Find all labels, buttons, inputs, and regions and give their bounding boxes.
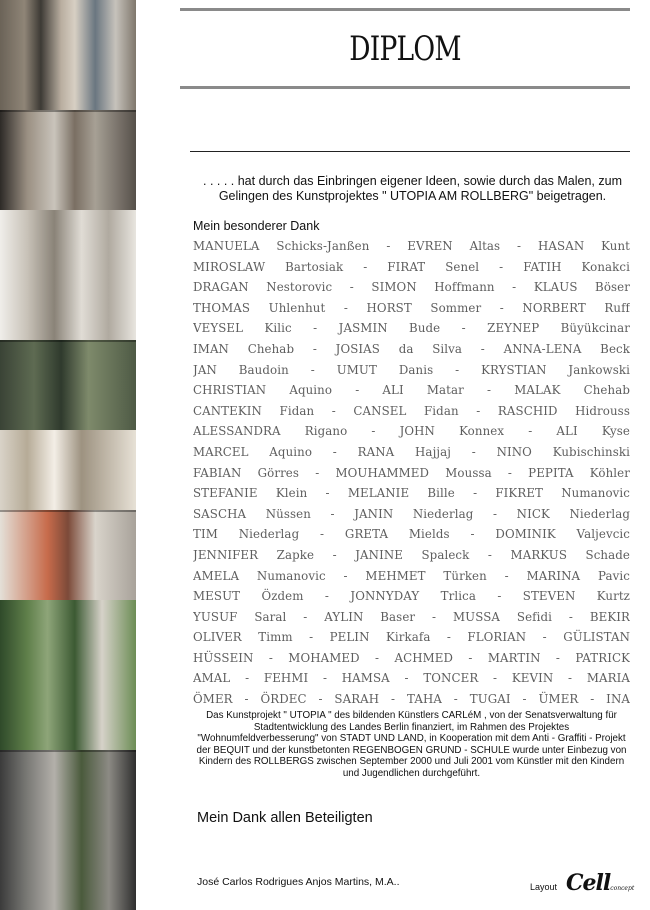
photo-divider bbox=[0, 110, 136, 112]
photo-balconies-bottom bbox=[0, 750, 136, 910]
photo-divider bbox=[0, 750, 136, 752]
recipient-name-line bbox=[190, 151, 630, 152]
name-line: FABIAN Görres - MOUHAMMED Moussa - PEPITA Köhler bbox=[193, 465, 630, 480]
name-line: HÜSSEIN - MOHAMED - ACHMED - MARTIN - PATRICK bbox=[193, 650, 630, 665]
photo-red-structure bbox=[0, 510, 136, 600]
name-line: MESUT Özdem - JONNYDAY Trlica - STEVEN Kurtz bbox=[193, 589, 630, 604]
name-line: JAN Baudoin - UMUT Danis - KRYSTIAN Jankowski bbox=[193, 362, 630, 377]
name-line: CHRISTIAN Aquino - ALI Matar - MALAK Chehab bbox=[193, 383, 630, 398]
top-rule bbox=[180, 8, 630, 11]
name-line: DRAGAN Nestorovic - SIMON Hoffmann - KLAUS Böser bbox=[193, 280, 630, 295]
name-line: JENNIFER Zapke - JANINE Spaleck - MARKUS Schade bbox=[193, 547, 630, 562]
name-line: THOMAS Uhlenhut - HORST Sommer - NORBERT Ruff bbox=[193, 300, 630, 315]
intro-text: . . . . . hat durch das Einbringen eigener Ideen, sowie durch das Malen, zum Gelingen des Kunstprojektes " UTOPIA AM ROLLBERG" beigetragen. bbox=[203, 174, 622, 203]
photo-facade-light bbox=[0, 430, 136, 510]
name-line: CANTEKIN Fidan - CANSEL Fidan - RASCHID Hidrouss bbox=[193, 403, 630, 418]
name-line: MANUELA Schicks-Janßen - EVREN Altas - HASAN Kunt bbox=[193, 239, 630, 253]
photo-trees-facade bbox=[0, 340, 136, 430]
author-signature: José Carlos Rodrigues Anjos Martins, M.A.. bbox=[197, 876, 400, 888]
name-line: AMAL - FEHMI - HAMSA - TONCER - KEVIN - MARIA bbox=[193, 671, 630, 686]
thanks-text: Mein Dank allen Beteiligten bbox=[197, 810, 373, 826]
name-line: MIROSLAW Bartosiak - FIRAT Senel - FATIH Konakci bbox=[193, 259, 630, 274]
name-line: STEFANIE Klein - MELANIE Bille - FIKRET Numanovic bbox=[193, 486, 630, 501]
logo-text: Cell bbox=[566, 870, 611, 896]
name-line: ÖMER - ÖRDEC - SARAH - TAHA - TUGAI - ÜMER - INA bbox=[193, 692, 630, 707]
photo-building-balconies bbox=[0, 0, 136, 110]
name-line: VEYSEL Kilic - JASMIN Bude - ZEYNEP Büyükcinar bbox=[193, 321, 630, 336]
layout-label: Layout bbox=[530, 882, 558, 892]
photo-courtyard bbox=[0, 110, 136, 210]
diploma-title: DIPLOM bbox=[349, 29, 461, 69]
photo-divider bbox=[0, 510, 136, 512]
logo-subtext: concept bbox=[610, 885, 635, 892]
name-line: SASCHA Nüssen - JANIN Niederlag - NICK Niederlag bbox=[193, 506, 630, 521]
cell-concept-logo bbox=[566, 870, 634, 896]
name-line: AMELA Numanovic - MEHMET Türken - MARINA Pavic bbox=[193, 568, 630, 583]
name-line: IMAN Chehab - JOSIAS da Silva - ANNA-LENA Beck bbox=[193, 341, 630, 356]
photo-greenery-windows bbox=[0, 600, 136, 750]
name-line: YUSUF Saral - AYLIN Baser - MUSSA Sefidi - BEKIR bbox=[193, 609, 630, 624]
special-thanks-label: Mein besonderer Dank bbox=[193, 219, 320, 233]
name-line: MARCEL Aquino - RANA Hajjaj - NINO Kubischinski bbox=[193, 444, 630, 459]
photo-high-rise-upward bbox=[0, 210, 136, 340]
participant-names bbox=[193, 236, 630, 710]
project-info-text: Das Kunstprojekt " UTOPIA " des bildenden Künstlers CARLéM , von der Senatsverwaltung für Stadtentwicklung des Landes Berlin finanziert, im Rahmen des Projektes "Wohnumfeldverbesserung" von STADT UND LAND, in Kooperation mit dem Anti - Graffiti - Projekt der BEQUIT und der kunstbetonten REGENBOGEN GRUND - SCHULE wurde unter Einbezug von Kindern des ROLLBERGS zwischen September 2000 und Juli 2001 vom Künstler mit den Kindern und Jugendlichen durchgeführt. bbox=[196, 710, 627, 779]
name-line: OLIVER Timm - PELIN Kirkafa - FLORIAN - GÜLISTAN bbox=[193, 630, 630, 645]
layout-credit bbox=[530, 870, 640, 900]
photo-divider bbox=[0, 340, 136, 342]
name-line: TIM Niederlag - GRETA Mields - DOMINIK Valjevcic bbox=[193, 527, 630, 542]
title-rule bbox=[180, 86, 630, 89]
photo-collage-strip bbox=[0, 0, 136, 910]
name-line: ALESSANDRA Rigano - JOHN Konnex - ALI Kyse bbox=[193, 424, 630, 439]
